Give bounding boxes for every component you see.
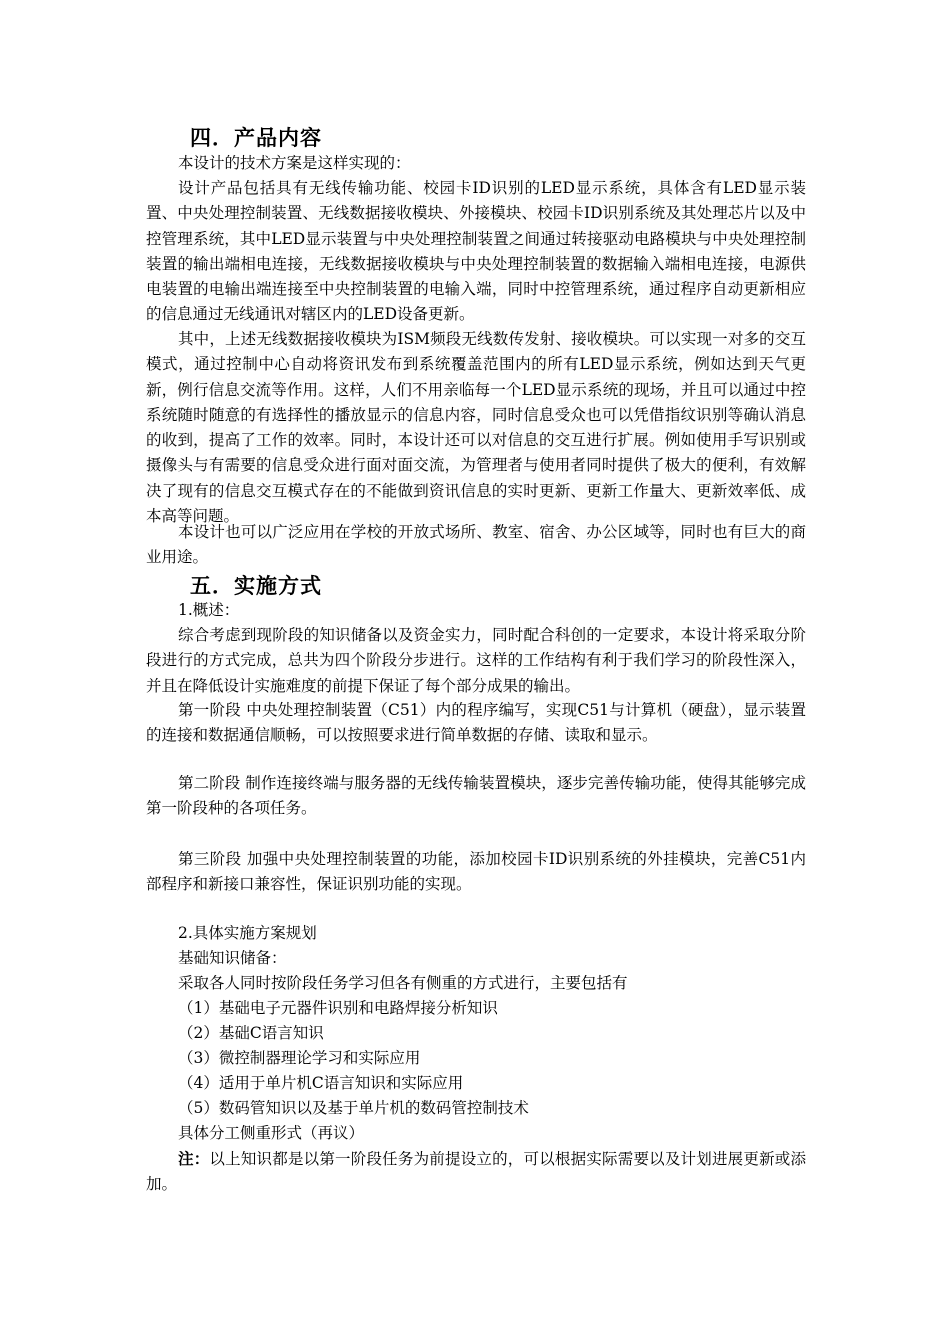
plan-label: 2.具体实施方案规划 xyxy=(178,924,317,942)
basic-knowledge-intro: 采取各人同时按阶段任务学习但各有侧重的方式进行，主要包括有 xyxy=(178,974,628,992)
knowledge-item-3: （3）微控制器理论学习和实际应用 xyxy=(178,1049,421,1067)
section-4-intro: 本设计的技术方案是这样实现的： xyxy=(178,154,411,172)
division-text: 具体分工侧重形式（再议） xyxy=(178,1124,365,1142)
section-4-heading: 四．产品内容 xyxy=(190,125,322,150)
knowledge-item-1: （1）基础电子元器件识别和电路焊接分析知识 xyxy=(178,999,498,1017)
overview-label: 1.概述： xyxy=(178,601,240,619)
stage-2-text: 第二阶段 制作连接终端与服务器的无线传输装置模块，逐步完善传输功能，使得其能够完成第一阶段种的各项任务。 xyxy=(146,774,806,818)
knowledge-item-2: （2）基础C语言知识 xyxy=(178,1024,324,1042)
note-paragraph xyxy=(146,1146,806,1198)
section-5-paragraph-1: 综合考虑到现阶段的知识储备以及资金实力，同时配合科创的一定要求，本设计将采取分阶段进行的方式完成，总共为四个阶段分步进行。这样的工作结构有利于我们学习的阶段性深入，并且在降低设计实施难度的前提下保证了每个部分成果的输出。 xyxy=(146,626,806,695)
stage-1-text: 第一阶段 中央处理控制装置（C51）内的程序编写，实现C51与计算机（硬盘），显示装置的连接和数据通信顺畅，可以按照要求进行简单数据的存储、读取和显示。 xyxy=(146,701,806,745)
note-label: 注： xyxy=(178,1149,210,1168)
knowledge-item-5: （5）数码管知识以及基于单片机的数码管控制技术 xyxy=(178,1099,529,1117)
section-5-heading: 五．实施方式 xyxy=(190,573,322,598)
note-text: 以上知识都是以第一阶段任务为前提设立的，可以根据实际需要以及计划进展更新或添加。 xyxy=(146,1150,806,1194)
basic-knowledge-label: 基础知识储备： xyxy=(178,949,287,967)
knowledge-item-4: （4）适用于单片机C语言知识和实际应用 xyxy=(178,1074,464,1092)
stage-3-text: 第三阶段 加强中央处理控制装置的功能，添加校园卡ID识别系统的外挂模块，完善C51内部程序和新接口兼容性，保证识别功能的实现。 xyxy=(146,850,806,894)
section-4-paragraph-1: 设计产品包括具有无线传输功能、校园卡ID识别的LED显示系统，具体含有LED显示装置、中央处理控制装置、无线数据接收模块、外接模块、校园卡ID识别系统及其处理芯片以及中控管理系统，其中LED显示装置与中央处理控制装置之间通过转接驱动电路模块与中央处理控制装置的输出端相电连接，无线数据接收模块与中央处理控制装置的数据输入端相电连接，电源供电装置的电输出端连接至中央控制装置的电输入端，同时中控管理系统，通过程序自动更新相应的信息通过无线通讯对辖区内的LED设备更新。 xyxy=(146,179,806,324)
section-4-paragraph-3: 本设计也可以广泛应用在学校的开放式场所、教室、宿舍、办公区域等，同时也有巨大的商业用途。 xyxy=(146,523,806,567)
section-4-paragraph-2: 其中，上述无线数据接收模块为ISM频段无线数传发射、接收模块。可以实现一对多的交互模式，通过控制中心自动将资讯发布到系统覆盖范围内的所有LED显示系统，例如达到天气更新，例行信息交流等作用。这样，人们不用亲临每一个LED显示系统的现场，并且可以通过中控系统随时随意的有选择性的播放显示的信息内容，同时信息受众也可以凭借指纹识别等确认消息的收到，提高了工作的效率。同时，本设计还可以对信息的交互进行扩展。例如使用手写识别或摄像头与有需要的信息受众进行面对面交流，为管理者与使用者同时提供了极大的便利，有效解决了现有的信息交互模式存在的不能做到资讯信息的实时更新、更新工作量大、更新效率低、成本高等问题。 xyxy=(146,330,806,526)
